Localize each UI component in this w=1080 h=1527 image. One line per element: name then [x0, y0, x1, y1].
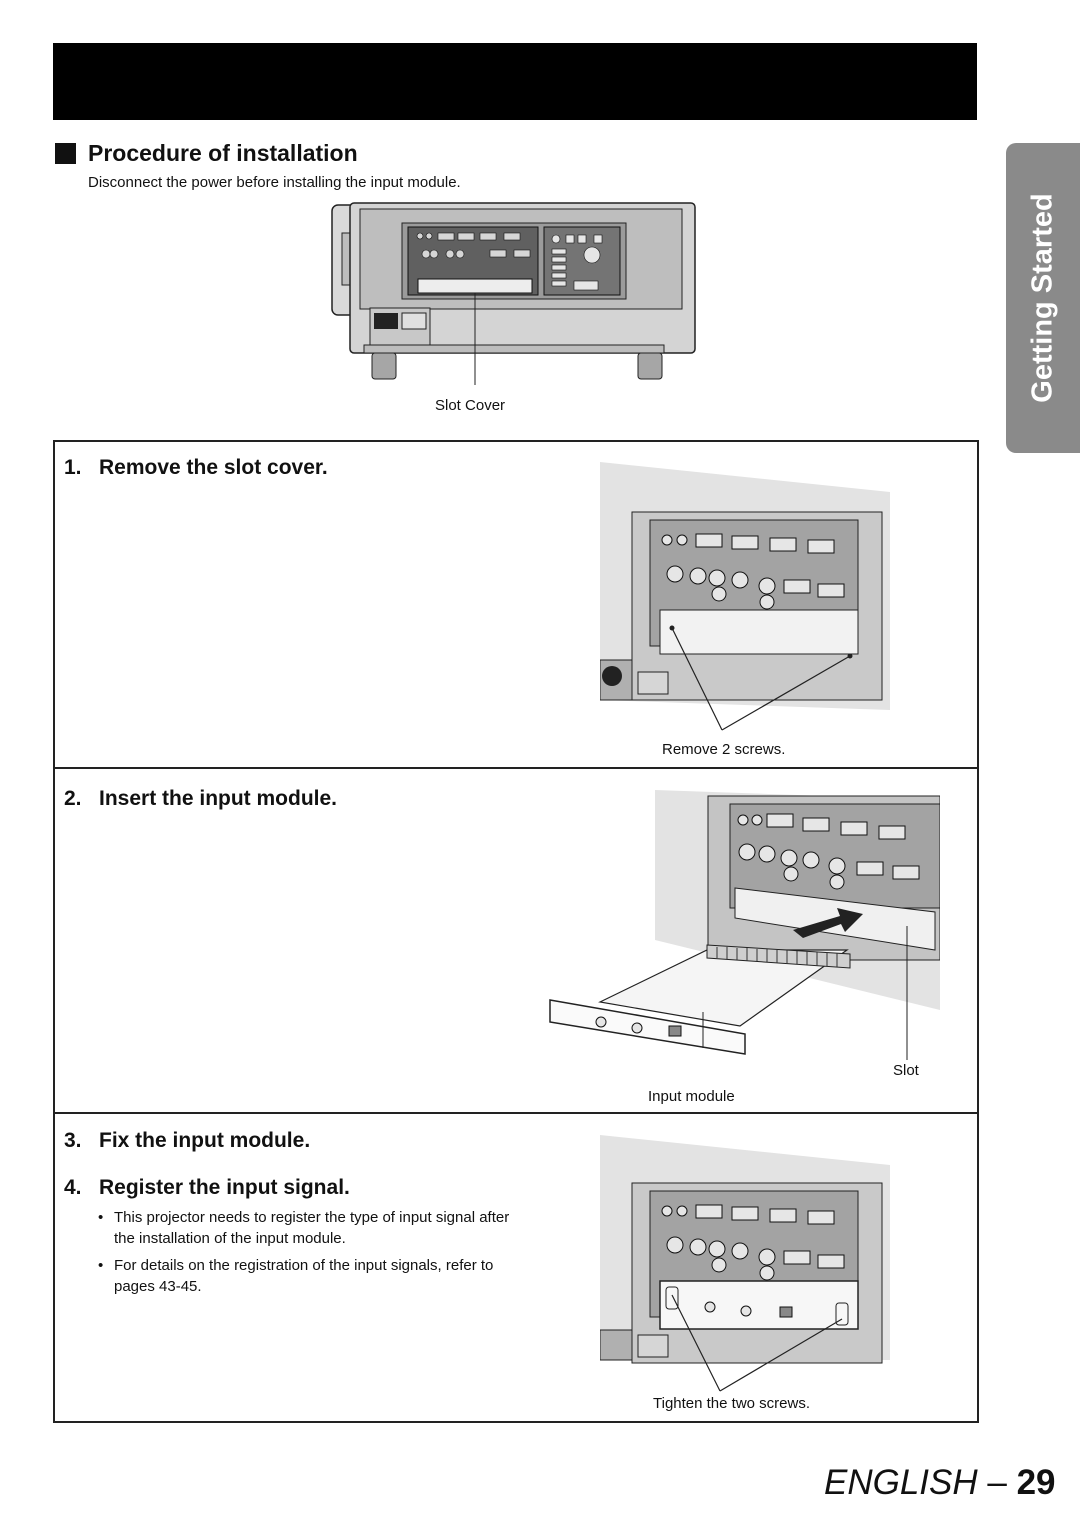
- intro-text: Disconnect the power before installing the input module.: [88, 174, 461, 191]
- step-4-note: [98, 1207, 534, 1249]
- footer-language: ENGLISH: [824, 1463, 978, 1502]
- remove-slot-cover-illustration: [600, 462, 892, 734]
- step-4-title: [64, 1176, 350, 1200]
- step-divider: [53, 767, 977, 769]
- slot-cover-label: Slot Cover: [435, 397, 506, 414]
- step-4-note-text: This projector needs to register the type of input signal after the installation of the input module.: [114, 1209, 510, 1247]
- step-3-text: Fix the input module.: [99, 1129, 311, 1152]
- step-4-text: Register the input signal.: [99, 1176, 350, 1199]
- side-tab: [1006, 143, 1080, 453]
- step-2-text: Insert the input module.: [99, 787, 338, 810]
- input-module-label: Input module: [648, 1088, 735, 1105]
- page-footer: [824, 1463, 1056, 1503]
- fix-module-illustration: [600, 1135, 892, 1395]
- remove-screws-label: Remove 2 screws.: [662, 741, 786, 758]
- header-bar: [53, 43, 977, 120]
- step-4-note: [98, 1255, 534, 1297]
- bullet-dot-icon: •: [98, 1257, 104, 1274]
- step-2-number: 2.: [64, 787, 82, 810]
- insert-module-illustration: [545, 790, 940, 1110]
- tighten-screws-label: Tighten the two screws.: [653, 1395, 811, 1412]
- projector-illustration: [330, 195, 700, 385]
- step-1-title: [64, 456, 328, 480]
- step-4-number: 4.: [64, 1176, 82, 1199]
- section-title: Procedure of installation: [88, 140, 358, 166]
- section-heading: [55, 140, 358, 167]
- step-2-title: [64, 787, 337, 811]
- slot-label: Slot: [893, 1062, 919, 1079]
- square-bullet-icon: [55, 143, 76, 164]
- step-divider: [53, 1112, 977, 1114]
- step-1-number: 1.: [64, 456, 82, 479]
- side-tab-label: Getting Started: [1026, 193, 1059, 403]
- footer-separator: –: [977, 1463, 1017, 1502]
- step-3-number: 3.: [64, 1129, 82, 1152]
- step-4-note-text: For details on the registration of the input signals, refer to pages 43-45.: [114, 1257, 494, 1295]
- bullet-dot-icon: •: [98, 1209, 104, 1226]
- step-3-title: [64, 1129, 310, 1153]
- step-1-text: Remove the slot cover.: [99, 456, 328, 479]
- page-number: 29: [1016, 1463, 1056, 1502]
